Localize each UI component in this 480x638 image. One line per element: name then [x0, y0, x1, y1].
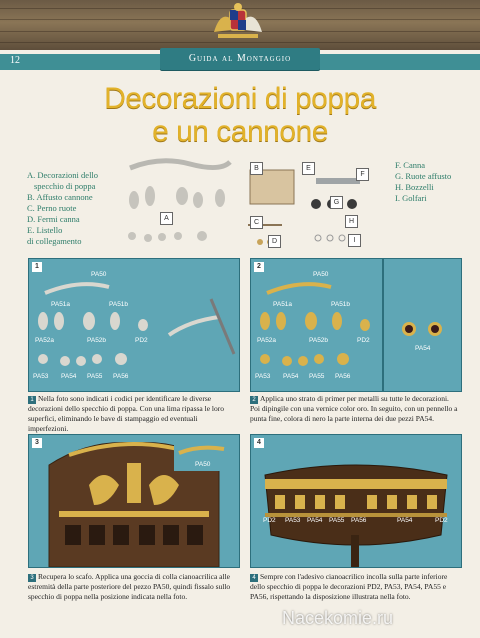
step2-label: PA51a — [273, 301, 293, 308]
step1-label: PA54 — [61, 373, 77, 380]
step2-photo — [251, 259, 461, 391]
page-number: 12 — [10, 55, 20, 66]
step1-label: PA51b — [109, 301, 129, 308]
step1-label: PA56 — [113, 373, 129, 380]
step3-number: 3 — [32, 438, 42, 448]
royal-crest-icon — [206, 2, 270, 46]
legend-left — [27, 170, 98, 247]
step4-number: 4 — [254, 438, 264, 448]
page-title: Decorazioni di poppa e un cannone — [104, 82, 376, 148]
step4-photo — [251, 435, 461, 567]
step3-photo — [29, 435, 239, 567]
legend-right — [395, 160, 451, 204]
step1-label: PA50 — [91, 271, 107, 278]
section-title: Guida al Montaggio — [188, 53, 292, 64]
step2-label: PA56 — [335, 373, 351, 380]
step1-label: PA52a — [35, 337, 55, 344]
step4-label: PA54 — [307, 517, 323, 524]
step4-label: PD2 — [435, 517, 448, 524]
part-label-f: F — [356, 168, 369, 181]
legend-item: specchio di poppa — [34, 181, 96, 191]
step2-label: PA54 — [415, 345, 431, 352]
legend-item: di collegamento — [27, 236, 82, 246]
legend-item: D. Fermi canna — [27, 214, 80, 224]
legend-item: I. Golfari — [395, 193, 427, 203]
step4-text-number: 4 — [250, 574, 258, 582]
step2-label: PA54 — [283, 373, 299, 380]
part-label-e: E — [302, 162, 315, 175]
part-label-c: C — [250, 216, 263, 229]
part-label-i: I — [348, 234, 361, 247]
legend-item: H. Bozzelli — [395, 182, 434, 192]
step3-text: 3 Recupera lo scafo. Applica una goccia di colla cianoacrilica alle estremità della parte posteriore del pezzo PA50, quindi fissalo sullo specchio di poppa nella posizione indicata nella foto. — [28, 572, 231, 601]
step2-label: PA51b — [331, 301, 351, 308]
step1-text-number: 1 — [28, 396, 36, 404]
step1-label: PA53 — [33, 373, 49, 380]
step1-label: PA52b — [87, 337, 107, 344]
step2-panel — [250, 258, 462, 392]
part-label-a: A — [160, 212, 173, 225]
step4-panel — [250, 434, 462, 568]
part-label-b: B — [250, 162, 263, 175]
legend-item: C. Perno ruote — [27, 203, 77, 213]
step1-label: PD2 — [135, 337, 148, 344]
step2-text: 2 Applica uno strato di primer per metalli su tutte le decorazioni. Poi dipingile con una vernice color oro. In seguito, con un pennello a punta fine, colora di nero la parte interna dei due pezzi PA54. — [250, 394, 458, 423]
legend-item: G. Ruote affusto — [395, 171, 452, 181]
step2-label: PA52b — [309, 337, 329, 344]
legend-item: E. Listello — [27, 225, 63, 235]
step1-number: 1 — [32, 262, 42, 272]
step2-text-number: 2 — [250, 396, 258, 404]
step4-label: PA54 — [397, 517, 413, 524]
step4-label: PA55 — [329, 517, 345, 524]
step3-label: PA50 — [195, 461, 211, 468]
step2-label: PA52a — [257, 337, 277, 344]
part-label-d: D — [268, 235, 281, 248]
step2-label: PA55 — [309, 373, 325, 380]
step4-label: PD2 — [263, 517, 276, 524]
step1-panel — [28, 258, 240, 392]
part-label-h: H — [345, 215, 358, 228]
section-banner — [160, 48, 320, 70]
step1-text: 1 Nella foto sono indicati i codici per identificare le diverse decorazioni dello specchio di poppa. Con una lima ripassa le loro superfici, eliminando le bave di stampaggio ed eventuali imperfezioni. — [28, 394, 224, 433]
step2-label: PA50 — [313, 271, 329, 278]
legend-item: F. Canna — [395, 160, 426, 170]
step2-label: PA53 — [255, 373, 271, 380]
step1-label: PA51a — [51, 301, 71, 308]
step2-number: 2 — [254, 262, 264, 272]
step3-text-number: 3 — [28, 574, 36, 582]
step3-panel — [28, 434, 240, 568]
step1-photo — [29, 259, 239, 391]
step4-label: PA53 — [285, 517, 301, 524]
step1-label: PA55 — [87, 373, 103, 380]
step4-label: PA56 — [351, 517, 367, 524]
step2-label: PD2 — [357, 337, 370, 344]
legend-item: B. Affusto cannone — [27, 192, 93, 202]
legend-item: A. Decorazioni dello — [27, 170, 99, 180]
watermark: Nacekomie.ru — [282, 608, 394, 628]
part-label-g: G — [330, 196, 343, 209]
step4-text: 4 Sempre con l'adesivo cianoacrilico incolla sulla parte inferiore dello specchio di poppa le decorazioni PD2, PA53, PA54, PA55 e PA56, rispettando la disposizione illustrata nella foto. — [250, 572, 448, 601]
